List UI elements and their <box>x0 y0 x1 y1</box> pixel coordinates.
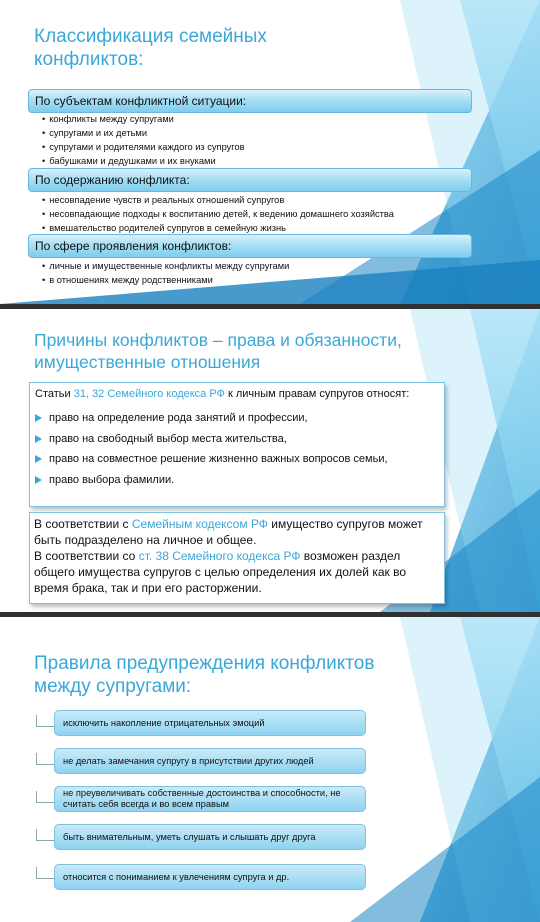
section-list <box>42 193 394 235</box>
list-item: • супругами и родителями каждого из супругов <box>42 140 245 154</box>
slide-title: Правила предупреждения конфликтов между супругами: <box>34 653 375 697</box>
article-link[interactable]: ст. 38 Семейного кодекса РФ <box>138 549 301 563</box>
list-item: право на совместное решение жизненно важных вопросов семьи, <box>30 449 444 470</box>
list-item: право выбора фамилии. <box>30 470 444 491</box>
section-heading: По сфере проявления конфликтов: <box>28 234 472 258</box>
rule-item <box>54 786 366 812</box>
list-item: • в отношениях между родственниками <box>42 273 289 287</box>
paragraph-text: имущество супругов может быть подразделено на личное и общее. <box>34 517 423 547</box>
list-item: • несовпадение чувств и реальных отношений супругов <box>42 193 394 207</box>
code-link[interactable]: Семейным кодексом РФ <box>131 517 268 531</box>
rule-text: не преувеличивать собственные достоинства и способности, не считать себя всегда и во всем правым <box>63 788 341 809</box>
list-item: • бабушками и дедушками и их внуками <box>42 154 245 168</box>
section-heading: По содержанию конфликта: <box>28 168 472 192</box>
connector-line <box>36 753 54 765</box>
list-item: • конфликты между супругами <box>42 112 245 126</box>
slide-title: Причины конфликтов – права и обязанности, имущественные отношения <box>34 330 402 372</box>
property-paragraph <box>30 513 444 548</box>
rule-item <box>54 824 366 850</box>
code-link[interactable]: 31, 32 Семейного кодекса РФ <box>73 388 225 400</box>
division-paragraph <box>30 548 444 596</box>
intro-text: к личным правам супругов относят: <box>224 388 410 400</box>
rule-item <box>54 748 366 774</box>
slide-1 <box>0 0 540 304</box>
paragraph-text: возможен раздел общего имущества супругов с целью определения их долей как во время брака, так и при его расторжении. <box>34 549 407 595</box>
paragraph-text: В соответствии со <box>34 549 139 563</box>
rights-intro <box>30 383 444 402</box>
list-item: • несовпадающие подходы к воспитанию детей, к ведению домашнего хозяйства <box>42 207 394 221</box>
rule-text: быть внимательным, уметь слушать и слышать друг друга <box>63 831 316 842</box>
list-item: • вмешательство родителей супругов в семейную жизнь <box>42 221 394 235</box>
rule-text: не делать замечания супругу в присутствии других людей <box>63 755 314 766</box>
property-box <box>29 512 445 604</box>
rule-item <box>54 710 366 736</box>
list-item: право на свободный выбор места жительства, <box>30 429 444 450</box>
connector-line <box>36 715 54 727</box>
rule-text: относится с пониманием к увлечениям супруга и др. <box>63 871 290 882</box>
connector-line <box>36 791 54 803</box>
list-item: • супругами и их детьми <box>42 126 245 140</box>
slide-3 <box>0 617 540 922</box>
section-list <box>42 259 289 287</box>
rights-list <box>30 408 444 490</box>
list-item: • личные и имущественные конфликты между супругами <box>42 259 289 273</box>
intro-text: Статьи <box>35 388 74 400</box>
paragraph-text: В соответствии с <box>34 517 132 531</box>
section-list <box>42 112 245 168</box>
slide-title: Классификация семейных конфликтов: <box>34 26 267 70</box>
connector-line <box>36 867 54 879</box>
rule-text: исключить накопление отрицательных эмоций <box>63 717 265 728</box>
rights-box <box>29 382 445 507</box>
section-heading: По субъектам конфликтной ситуации: <box>28 89 472 113</box>
slide-2 <box>0 309 540 612</box>
list-item: право на определение рода занятий и профессии, <box>30 408 444 429</box>
connector-line <box>36 829 54 841</box>
rule-item <box>54 864 366 890</box>
